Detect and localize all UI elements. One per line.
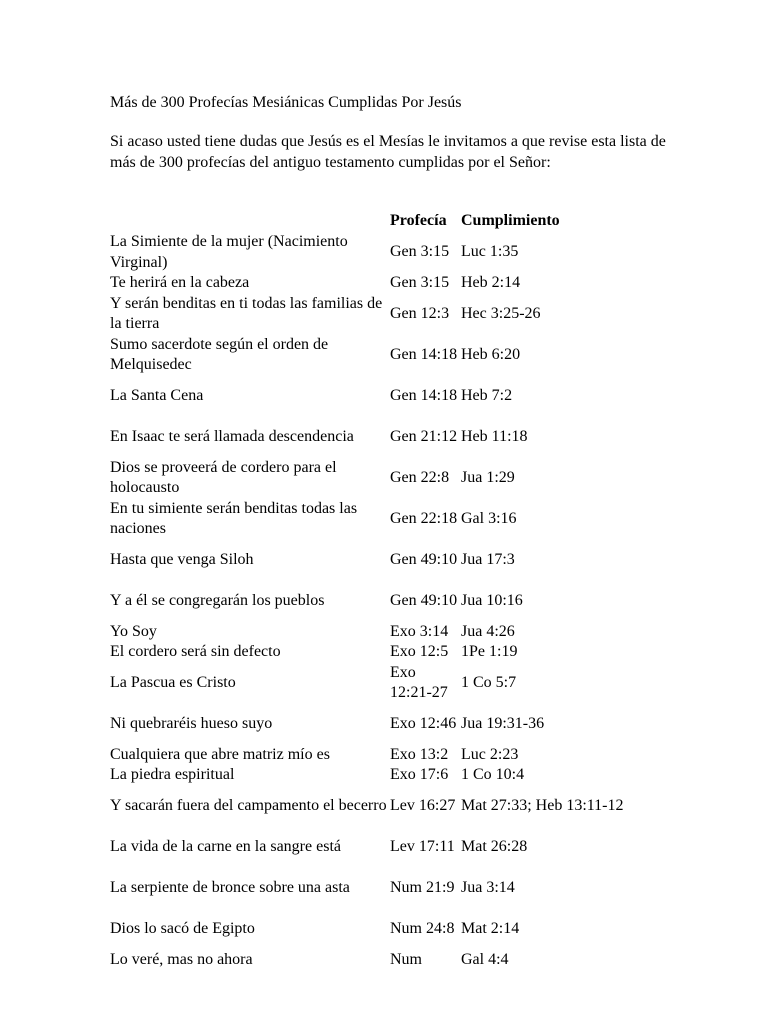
prophecy-reference: Gen 22:8 xyxy=(390,468,450,486)
prophecy-reference: Gen 22:18 xyxy=(390,509,458,527)
table-row xyxy=(109,827,660,868)
prophecy-description: En Isaac te será llamada descendencia xyxy=(110,427,354,445)
header-cumplimiento: Cumplimiento xyxy=(461,211,560,229)
prophecy-description: Y a él se congregarán los pueblos xyxy=(110,591,325,609)
fulfillment-reference: Heb 6:20 xyxy=(461,345,521,363)
table-row xyxy=(109,704,660,745)
table-row xyxy=(109,868,660,909)
prophecy-description: Y sacarán fuera del campamento el becerro xyxy=(110,796,387,814)
prophecy-description: Y serán benditas en ti todas las familias de la tierra xyxy=(110,294,383,332)
table-row xyxy=(109,765,660,786)
prophecy-description: Te herirá en la cabeza xyxy=(110,274,250,291)
fulfillment-reference: Jua 3:14 xyxy=(461,878,515,896)
prophecy-reference: Gen 49:10 xyxy=(390,591,458,609)
fulfillment-reference: Heb 11:18 xyxy=(461,427,528,445)
fulfillment-reference: Gal 4:4 xyxy=(461,950,509,968)
prophecy-description: Cualquiera que abre matriz mío es xyxy=(110,745,330,763)
prophecy-description: La Simiente de la mujer (Nacimiento Virginal) xyxy=(110,233,348,271)
prophecy-reference: Num xyxy=(390,950,422,968)
prophecy-reference: Lev 16:27 xyxy=(390,796,456,814)
header-description xyxy=(109,208,389,232)
prophecy-description: Dios se proveerá de cordero para el holocausto xyxy=(110,458,337,496)
prophecy-reference: Exo 17:6 xyxy=(390,766,449,783)
prophecy-description: Lo veré, mas no ahora xyxy=(110,950,253,968)
prophecy-reference: Gen 21:12 xyxy=(390,427,458,445)
fulfillment-reference: Mat 26:28 xyxy=(461,837,528,855)
prophecy-reference: Gen 14:18 xyxy=(390,386,458,404)
fulfillment-reference: 1Pe 1:19 xyxy=(461,643,518,660)
table-row xyxy=(109,417,660,458)
prophecy-description: La Pascua es Cristo xyxy=(110,673,236,691)
table-row xyxy=(109,622,660,643)
prophecy-reference: Exo 3:14 xyxy=(390,622,449,640)
prophecy-description: La piedra espiritual xyxy=(110,766,235,783)
prophecy-description: La vida de la carne en la sangre está xyxy=(110,837,341,855)
fulfillment-reference: 1 Co 10:4 xyxy=(461,766,525,783)
fulfillment-reference: Jua 17:3 xyxy=(461,550,515,568)
prophecy-reference: Gen 12:3 xyxy=(390,304,450,322)
prophecy-table xyxy=(109,208,660,970)
fulfillment-reference: Mat 27:33; Heb 13:11-12 xyxy=(461,796,624,814)
table-row xyxy=(109,458,660,499)
table-row xyxy=(109,950,660,971)
table-row xyxy=(109,335,660,376)
prophecy-reference: Exo 12:5 xyxy=(390,643,449,660)
header-profecia: Profecía xyxy=(390,211,447,229)
fulfillment-reference: Jua 1:29 xyxy=(461,468,515,486)
table-header-row xyxy=(109,208,660,232)
fulfillment-reference: Heb 2:14 xyxy=(461,274,521,291)
prophecy-description: El cordero será sin defecto xyxy=(110,643,281,660)
fulfillment-reference: Jua 19:31-36 xyxy=(461,714,545,732)
fulfillment-reference: Jua 10:16 xyxy=(461,591,523,609)
table-row xyxy=(109,745,660,766)
table-row xyxy=(109,376,660,417)
fulfillment-reference: Gal 3:16 xyxy=(461,509,517,527)
table-row xyxy=(109,294,660,335)
prophecy-description: Ni quebraréis hueso suyo xyxy=(110,714,273,732)
intro-paragraph: Si acaso usted tiene dudas que Jesús es el Mesías le invitamos a que revise esta lista de más de 300 profecías del antiguo testamento cumplidas por el Señor: xyxy=(110,133,666,171)
table-row xyxy=(109,642,660,663)
prophecy-description: La serpiente de bronce sobre una asta xyxy=(110,878,350,896)
fulfillment-reference: Heb 7:2 xyxy=(461,386,513,404)
prophecy-description: En tu simiente serán benditas todas las naciones xyxy=(110,499,358,537)
fulfillment-reference: Mat 2:14 xyxy=(461,919,520,937)
prophecy-description: Dios lo sacó de Egipto xyxy=(110,919,255,937)
table-row xyxy=(109,499,660,540)
prophecy-description: Yo Soy xyxy=(110,622,157,640)
prophecy-reference: Exo 12:46 xyxy=(390,714,457,732)
prophecy-reference: Gen 14:18 xyxy=(390,345,458,363)
table-row xyxy=(109,909,660,950)
fulfillment-reference: 1 Co 5:7 xyxy=(461,673,517,691)
prophecy-reference: Exo 13:2 xyxy=(390,745,449,763)
prophecy-reference: Num 24:8 xyxy=(390,919,455,937)
fulfillment-reference: Jua 4:26 xyxy=(461,622,515,640)
table-row xyxy=(109,663,660,704)
fulfillment-reference: Luc 2:23 xyxy=(461,745,519,763)
prophecy-description: La Santa Cena xyxy=(110,386,204,404)
document-title: Más de 300 Profecías Mesiánicas Cumplidas Por Jesús xyxy=(110,94,462,111)
prophecy-description: Hasta que venga Siloh xyxy=(110,550,254,568)
table-row xyxy=(109,273,660,294)
fulfillment-reference: Luc 1:35 xyxy=(461,243,519,261)
fulfillment-reference: Hec 3:25-26 xyxy=(461,304,541,322)
prophecy-reference: Exo 12:21-27 xyxy=(390,663,448,701)
prophecy-reference: Gen 49:10 xyxy=(390,550,458,568)
table-row xyxy=(109,540,660,581)
prophecy-reference: Lev 17:11 xyxy=(390,837,455,855)
table-row xyxy=(109,786,660,827)
prophecy-reference: Num 21:9 xyxy=(390,878,455,896)
prophecy-reference: Gen 3:15 xyxy=(390,243,450,261)
table-row xyxy=(109,581,660,622)
table-row xyxy=(109,232,660,273)
prophecy-description: Sumo sacerdote según el orden de Melquisedec xyxy=(110,335,329,373)
prophecy-reference: Gen 3:15 xyxy=(390,274,450,291)
